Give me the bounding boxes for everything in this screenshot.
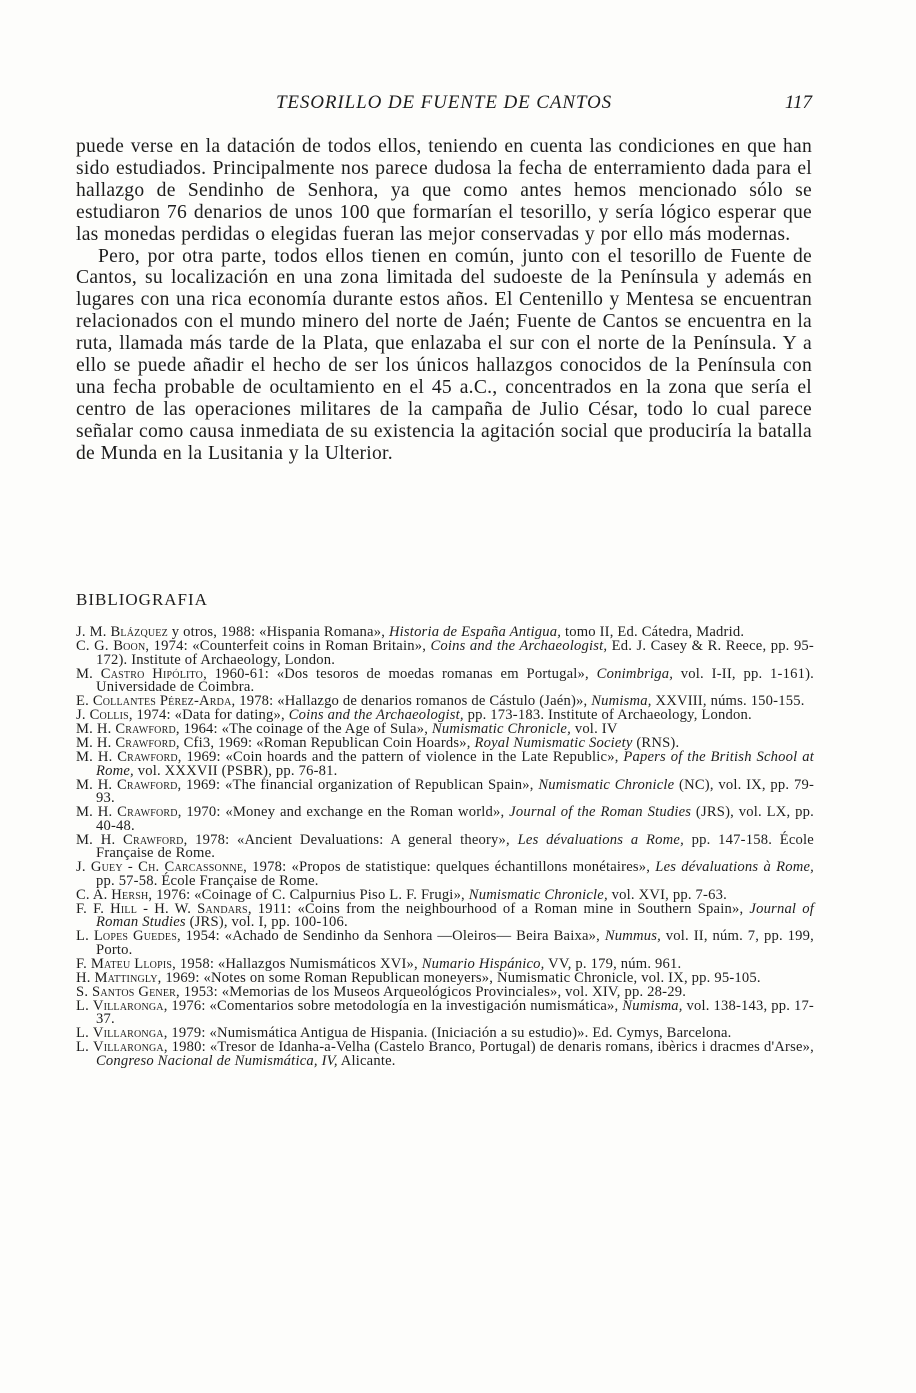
entry-author: Crawford (115, 721, 176, 737)
entry-title: Les dévaluations a Rome, (517, 831, 684, 848)
bibliography-entry (76, 776, 815, 806)
bibliography-list (76, 626, 814, 1069)
entry-initials: J. (76, 707, 86, 723)
entry-text: , 1969: «Coin hoards and the pattern of violence in the Late Republic», (177, 749, 624, 765)
entry-initials: M. H. (76, 735, 112, 751)
entry-rest: Ed. J. Casey & R. Reece, pp. 95-172). Institute of Archaeology, London. (96, 638, 814, 668)
paragraph: Pero, por otra parte, todos ellos tienen en común, junto con el tesorillo de Fuente de Cantos, su localización en una zona limitada del sudoeste de la Península y además en lugares con una rica economía durante estos años. El Centenillo y Mentesa se encuentran relacionados con el mundo minero del norte de Jaén; Fuente de Cantos se encuentra en la ruta, llamada más tarde de la Plata, que enlazaba el sur con el norte de la Península. Y a ello se puede añadir el hecho de ser los únicos hallazgos conocidos de la Península con una fecha probable de ocultamiento en el 45 a.C., concentrados en la zona que sería el centro de las operaciones militares de la campaña de Julio César, todo lo cual parece señalar como causa inmediata de su existencia la agitación social que produciría la batalla de Munda en la Lusitania y la Ulterior. (76, 245, 812, 464)
entry-author: Blázquez (110, 624, 168, 640)
entry-initials: J. M. (76, 624, 107, 640)
bibliography-entry (76, 997, 814, 1027)
bibliography-entry (76, 806, 814, 833)
entry-title: Coins and the Archaeologist, (288, 707, 464, 723)
entry-rest: vol. II, núm. 7, pp. 199, Porto. (96, 928, 814, 958)
entry-initials: C. G. (76, 638, 109, 654)
bibliography-heading: BIBLIOGRAFIA (76, 590, 208, 609)
entry-author: Lopes Guedes (93, 928, 177, 944)
entry-author: Crawford (116, 776, 178, 793)
entry-text: , 1976: «Coinage of C. Calpurnius Piso L. F. Frugi», (148, 886, 469, 903)
body-text (76, 136, 812, 465)
entry-title: Numisma, (622, 997, 683, 1014)
entry-author: Collis (89, 707, 129, 723)
entry-text: , 1978: «Ancient Devaluations: A general theory», (183, 831, 518, 848)
entry-text: , 1976: «Comentarios sobre metodología en la investigación numismática», (163, 997, 623, 1014)
entry-author: Hersh (111, 886, 149, 903)
entry-initials: M. H. (76, 776, 113, 793)
entry-title: Numismatic Chronicle, (468, 886, 608, 903)
entry-initials: M. H. (76, 804, 113, 820)
entry-initials: L. (76, 1039, 89, 1055)
entry-rest: Alicante. (337, 1052, 396, 1069)
entry-text: , 1964: «The coinage of the Age of Sula», (175, 721, 432, 737)
entry-rest: pp. 173-183. Institute of Archaeology, London. (463, 707, 752, 723)
entry-text: , 1960-61: «Dos tesoros de moedas romanas em Portugal», (203, 665, 597, 682)
running-title: TESORILLO DE FUENTE DE CANTOS (275, 92, 613, 113)
entry-initials: E. (76, 693, 89, 709)
entry-author: Collantes Pérez-Arda (92, 693, 232, 709)
bibliography-entry (76, 640, 814, 667)
entry-author: Villaronga (92, 1025, 164, 1041)
entry-title: Historia de España Antigua, (388, 624, 562, 640)
paragraph: puede verse en la datación de todos ellos, teniendo en cuenta las condiciones en que han sido estudiados. Principalmente nos parece dudosa la fecha de enterramiento dada para el hallazgo de Sendinho de Senhora, ya que como antes hemos mencionado sólo se estudiaron 76 denarios de unos 100 que formarían el tesorillo, y sería lógico esperar que las monedas perdidas o elegidas fueran las mejor conservadas y por ello más modernas. (76, 136, 812, 245)
entry-title: Coins and the Archaeologist, (430, 638, 608, 654)
page-header (76, 92, 812, 116)
entry-initials: M. (76, 665, 94, 682)
entry-text: , 1970: «Money and exchange en the Roman world», (177, 804, 510, 820)
entry-text: , Cfi3, 1969: «Roman Republican Coin Hoards», (175, 735, 475, 751)
entry-author: Villaronga (92, 997, 164, 1014)
entry-author: Boon (113, 638, 146, 654)
bibliography-entry (76, 831, 814, 861)
entry-text: , 1969: «The financial organization of Republican Spain», (177, 776, 539, 793)
entry-rest: (JRS), vol. LX, pp. 40-48. (96, 804, 814, 834)
entry-rest: (JRS), vol. I, pp. 100-106. (185, 914, 348, 930)
entry-title: Numismatic Chronicle (538, 776, 675, 793)
entry-author: Crawford (115, 735, 176, 751)
entry-title: Journal of Roman Studies (96, 900, 815, 930)
entry-title: Les dévaluations à Rome, (655, 859, 814, 875)
bibliography-entry (76, 751, 814, 778)
entry-author: Mattingly (94, 969, 158, 986)
entry-author: Crawford (117, 749, 178, 765)
entry-title: Royal Numismatic Society (474, 735, 633, 751)
bibliography-entry (76, 1041, 814, 1068)
entry-text: , 1978: «Hallazgo de denarios romanos de Cástulo (Jaén)», (231, 693, 592, 709)
entry-title: Conimbriga, (596, 665, 674, 682)
entry-author: Crawford (123, 831, 184, 848)
entry-rest: pp. 57-58. École Française de Rome. (96, 872, 319, 889)
entry-author: Guey - Ch. Carcassonne (90, 859, 244, 875)
entry-title: Nummus, (604, 928, 661, 944)
entry-initials: H. (76, 969, 91, 986)
entry-rest: pp. 147-158. École Française de Rome. (96, 831, 814, 861)
entry-text: , 1974: «Counterfeit coins in Roman Britain», (145, 638, 431, 654)
entry-title: Congreso Nacional de Numismática, IV, (96, 1052, 338, 1069)
entry-rest: XXVIII, núms. 150-155. (651, 693, 805, 709)
entry-rest: vol. XVI, pp. 7-63. (607, 886, 727, 903)
entry-text: , 1954: «Achado de Sendinho da Senhora —Oleiros— Beira Baixa», (176, 928, 605, 944)
entry-title: Papers of the British School at Rome, (96, 749, 814, 779)
entry-initials: L. (76, 928, 89, 944)
entry-text: , 1958: «Hallazgos Numismáticos XVI», (172, 955, 422, 972)
entry-title: Numario Hispánico, (421, 955, 545, 972)
entry-initials: M. H. (76, 721, 112, 737)
entry-rest: (RNS). (632, 735, 680, 751)
entry-title: Numisma, (591, 693, 652, 709)
entry-title: Journal of the Roman Studies (509, 804, 692, 820)
entry-text: , 1969: «Notes on some Roman Republican moneyers», Numismatic Chronicle, vol. IX, pp. 95-105. (157, 969, 761, 986)
entry-initials: F. (76, 955, 87, 972)
entry-rest: vol. I-II, pp. 1-161). Universidade de Coimbra. (96, 665, 814, 695)
entry-text: y otros, 1988: «Hispania Romana», (167, 624, 389, 640)
entry-text: , 1978: «Propos de statistique: quelques échantillons monétaires», (243, 859, 656, 875)
entry-author: Villaronga (92, 1039, 164, 1055)
entry-initials: J. (76, 859, 86, 875)
entry-author: Santos Gener (92, 983, 176, 1000)
entry-initials: S. (76, 983, 89, 1000)
entry-text: , 1980: «Tresor de Idanha-a-Velha (Castelo Branco, Portugal) de denaris romans, ibèrics i dracmes d'Arse», (163, 1039, 814, 1055)
entry-author: Castro Hipólito (100, 665, 204, 682)
entry-initials: L. (76, 997, 89, 1014)
bibliography-entry (76, 665, 814, 695)
entry-text: , 1953: «Memorias de los Museos Arqueológicos Provinciales», vol. XIV, pp. 28-29. (176, 983, 687, 1000)
entry-initials: M. H. (76, 831, 116, 848)
entry-initials: M. H. (76, 749, 113, 765)
entry-text: , 1974: «Data for dating», (128, 707, 289, 723)
entry-rest: VV, p. 179, núm. 961. (544, 955, 682, 972)
entry-rest: tomo II, Ed. Cátedra, Madrid. (561, 624, 745, 640)
entry-text: , 1911: «Coins from the neighbourhood of a Roman mine in Southern Spain», (247, 900, 750, 917)
entry-rest: vol. IV (570, 721, 618, 737)
entry-author: Crawford (117, 804, 178, 820)
page-number: 117 (784, 92, 812, 113)
bibliography-entry (76, 861, 814, 888)
entry-rest: vol. 138-143, pp. 17-37. (96, 997, 814, 1027)
entry-initials: C. A. (76, 886, 108, 903)
entry-title: Numismatic Chronicle, (431, 721, 571, 737)
entry-initials: F. F. (76, 900, 105, 917)
entry-initials: L. (76, 1025, 89, 1041)
bibliography-entry (76, 930, 814, 957)
entry-author: Hill - H. W. Sandars (110, 900, 248, 917)
bibliography-entry (76, 900, 815, 930)
entry-author: Mateu Llopis (90, 955, 173, 972)
entry-text: , 1979: «Numismática Antigua de Hispania. (Iniciación a su estudio)». Ed. Cymys, Barcelona. (163, 1025, 732, 1041)
entry-rest: vol. XXXVII (PSBR), pp. 76-81. (133, 762, 338, 779)
entry-rest: (NC), vol. IX, pp. 79-93. (96, 776, 815, 806)
